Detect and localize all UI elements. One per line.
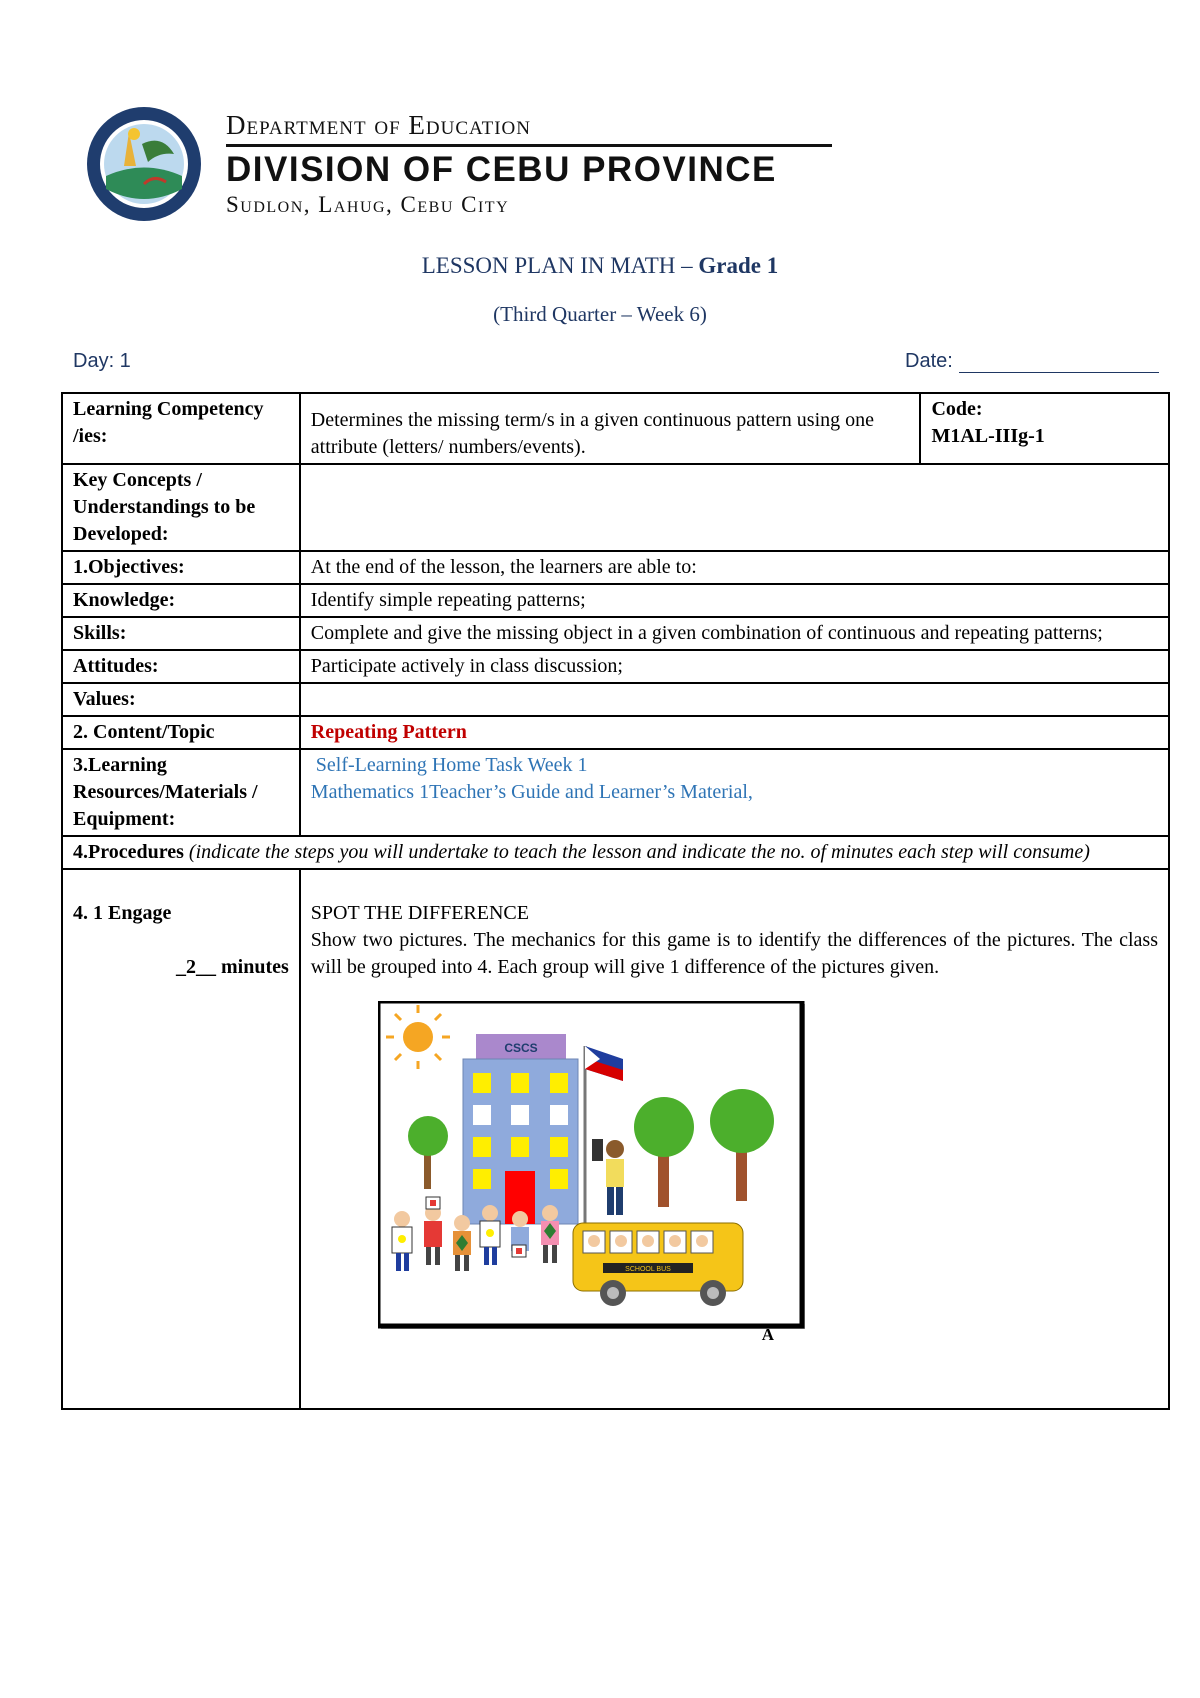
division-address: Sudlon, Lahug, Cebu City: [226, 192, 510, 217]
knowledge-value: Identify simple repeating patterns;: [300, 584, 1169, 617]
skills-value: Complete and give the missing object in a given combination of continuous and repeating patterns;: [300, 617, 1169, 650]
date-field: [905, 350, 1159, 373]
school-building: [463, 1034, 578, 1224]
attitudes-label: Attitudes:: [62, 650, 300, 683]
lesson-title: [0, 253, 1200, 279]
lesson-plan-table: [61, 392, 1170, 1410]
table-row: [62, 650, 1169, 683]
table-row: [62, 551, 1169, 584]
school-sign: CSCS: [504, 1041, 538, 1055]
values-value: [300, 683, 1169, 716]
lesson-title-prefix: LESSON PLAN IN MATH –: [421, 253, 699, 278]
department-name: Department of Education: [226, 110, 531, 140]
knowledge-label: Knowledge:: [62, 584, 300, 617]
division-name: DIVISION OF CEBU PROVINCE: [226, 150, 777, 189]
competency-label: Learning Competency /ies:: [62, 393, 300, 464]
objectives-label: 1.Objectives:: [62, 551, 300, 584]
objectives-value: At the end of the lesson, the learners are able to:: [300, 551, 1169, 584]
key-concepts-value: [300, 464, 1169, 551]
table-row: [62, 464, 1169, 551]
lesson-subtitle: (Third Quarter – Week 6): [493, 302, 707, 326]
skills-label: Skills:: [62, 617, 300, 650]
resources-value: [300, 749, 1169, 836]
school-scene-illustration: [378, 1001, 808, 1333]
engage-text: Show two pictures. The mechanics for this game is to identify the differences of the pictures. The class will be grouped into 4. Each group will give 1 difference of the pictures given.: [310, 929, 1158, 978]
table-row: [62, 584, 1169, 617]
attitudes-value: Participate actively in class discussion;: [300, 650, 1169, 683]
table-row: [62, 749, 1169, 836]
engage-label: 4. 1 Engage: [73, 902, 172, 924]
spot-difference-picture: [378, 1001, 808, 1344]
code-label: Code:: [931, 398, 983, 420]
resource-item: Self-Learning Home Task Week 1: [310, 754, 588, 776]
table-row: [62, 683, 1169, 716]
content-value: Repeating Pattern: [300, 716, 1169, 749]
resources-label: 3.Learning Resources/Materials / Equipment:: [62, 749, 300, 836]
values-label: Values:: [62, 683, 300, 716]
code-value: M1AL-IIIg-1: [931, 425, 1045, 447]
key-concepts-label: Key Concepts / Understandings to be Developed:: [62, 464, 300, 551]
lesson-title-grade: Grade 1: [698, 253, 779, 278]
bus-sign: SCHOOL BUS: [624, 1266, 671, 1273]
engage-minutes: _2__ minutes: [175, 956, 289, 978]
procedures-note: (indicate the steps you will undertake to teach the lesson and indicate the no. of minutes each step will consume): [183, 841, 1090, 863]
date-blank-line: [959, 354, 1159, 373]
letterhead: [84, 104, 844, 224]
table-row: [62, 617, 1169, 650]
code-cell: [920, 393, 1169, 464]
table-row: [62, 393, 1169, 464]
table-row: [62, 836, 1169, 869]
procedures-cell: [62, 836, 1169, 869]
day-label: Day: 1: [73, 350, 131, 372]
content-label: 2. Content/Topic: [62, 716, 300, 749]
deped-seal-icon: [84, 104, 204, 224]
engage-label-cell: [62, 869, 300, 1409]
date-label: Date:: [905, 350, 953, 372]
engage-title: SPOT THE DIFFERENCE: [310, 902, 529, 924]
header-rule: [226, 144, 832, 147]
resource-item: Mathematics 1Teacher’s Guide and Learner’s Material,: [310, 781, 753, 803]
procedures-label: 4.Procedures: [73, 841, 184, 863]
competency-value: Determines the missing term/s in a given continuous pattern using one attribute (letters/ numbers/events).: [300, 393, 921, 464]
picture-tag: A: [761, 1325, 775, 1344]
engage-content: [300, 869, 1169, 1409]
table-row: [62, 869, 1169, 1409]
table-row: [62, 716, 1169, 749]
